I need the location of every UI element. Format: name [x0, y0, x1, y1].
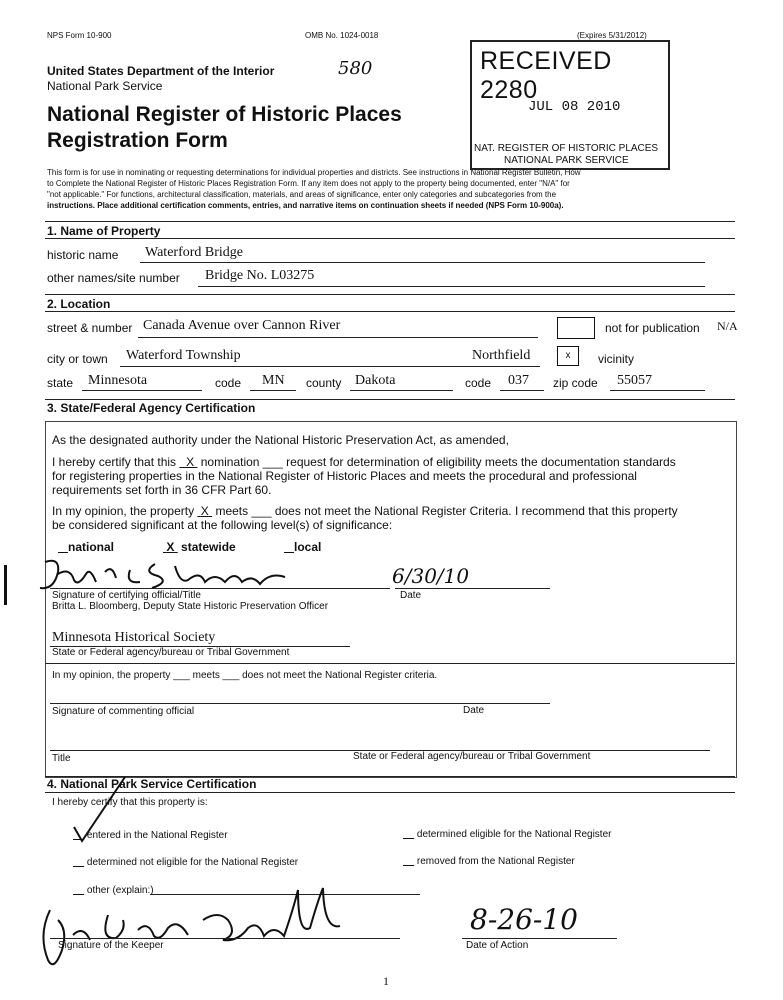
stamp-received: RECEIVED 2280 — [480, 47, 612, 104]
historic-name-value: Waterford Bridge — [145, 245, 243, 260]
instructions-line3: "not applicable." For functions, architectural classification, materials, and areas of significance, enter only categories and subcategories from the — [47, 190, 557, 199]
opinion-line1: In my opinion, the property X meets ___ does not meet the National Register Criteria. I recommend that this property — [52, 504, 678, 518]
county-label: county — [306, 376, 342, 390]
statewide-x: X — [166, 540, 175, 554]
level-national: national — [68, 540, 115, 554]
instructions-line2: to Complete the National Register of Historic Places Registration Form. If any item does not apply to the property being documented, enter "N/A" for — [47, 179, 570, 188]
instructions-line1: This form is for use in nominating or requesting determinations for individual properties and districts. See instructions in National Register Bulletin, How — [47, 168, 581, 177]
instructions — [47, 167, 737, 211]
level-statewide: X statewide — [166, 540, 236, 554]
vicinity-checkbox[interactable]: x — [557, 346, 579, 366]
page-number: 1 — [383, 974, 389, 988]
form-number: NPS Form 10-900 — [47, 31, 112, 40]
state-code-label: code — [215, 376, 242, 390]
certifying-date-hand: 6/30/10 — [392, 564, 470, 588]
certify-line2: for registering properties in the National Register of Historic Places and meets the procedural and professional — [52, 469, 637, 483]
county-code-value: 037 — [508, 373, 529, 388]
not-for-publication-value: N/A — [717, 319, 738, 333]
zip-label: zip code — [553, 376, 598, 390]
instructions-line4: instructions. Place additional certification comments, entries, and narrative items on continuation sheets if needed (NPS Form 10-900a). — [47, 201, 564, 210]
not-for-publication-checkbox[interactable] — [557, 317, 595, 339]
omb-number: OMB No. 1024-0018 — [305, 31, 379, 40]
agency-label: State or Federal agency/bureau or Tribal Government — [52, 647, 290, 658]
state-code-value: MN — [262, 373, 285, 388]
service: National Park Service — [47, 79, 163, 93]
form-title-line1: National Register of Historic Places — [47, 103, 402, 126]
action-date-hand: 8-26-10 — [470, 903, 578, 936]
opinion-line2: be considered significant at the following level(s) of significance: — [52, 518, 393, 532]
department: United States Department of the Interior — [47, 64, 275, 78]
comment-sig-label: Signature of commenting official — [52, 706, 195, 717]
street-value: Canada Avenue over Cannon River — [143, 318, 341, 333]
city-label: city or town — [47, 352, 108, 366]
street-label: street & number — [47, 321, 133, 335]
city-value: Waterford Township — [126, 348, 241, 363]
certifying-sig-label: Signature of certifying official/Title — [52, 590, 201, 601]
certify-line1: I hereby certify that this X nomination ___ request for determination of eligibility meets the documentation standards — [52, 455, 676, 469]
section4-title: 4. National Park Service Certification — [47, 777, 257, 791]
expiration: (Expires 5/31/2012) — [577, 31, 647, 40]
nps-certify-text: I hereby certify that this property is: — [52, 797, 208, 808]
county-value: Dakota — [355, 373, 396, 388]
agency-value: Minnesota Historical Society — [52, 630, 216, 645]
option-removed[interactable]: removed from the National Register — [416, 856, 575, 867]
section2-title: 2. Location — [47, 297, 111, 311]
keeper-signature — [28, 880, 358, 975]
stamp-line1: NAT. REGISTER OF HISTORIC PLACES — [474, 143, 659, 154]
section1-title: 1. Name of Property — [47, 224, 161, 238]
other-names-value: Bridge No. L03275 — [205, 268, 315, 283]
historic-name-label: historic name — [47, 248, 119, 262]
form-title-line2: Registration Form — [47, 129, 228, 152]
option-not-eligible[interactable]: determined not eligible for the National Register — [86, 857, 299, 868]
vicinity-place: Northfield — [472, 348, 531, 363]
level-local: local — [294, 540, 322, 554]
comment-opinion: In my opinion, the property ___ meets ___ does not meet the National Register criteria. — [52, 670, 438, 681]
stamp-date: JUL 08 2010 — [528, 99, 621, 115]
county-code-label: code — [465, 376, 492, 390]
vicinity-label: vicinity — [598, 352, 635, 366]
certify-line3: requirements set forth in 36 CFR Part 60. — [52, 483, 272, 497]
state-label: state — [47, 376, 74, 390]
margin-mark — [4, 565, 7, 605]
stamp-line2: NATIONAL PARK SERVICE — [504, 155, 629, 166]
section3-title: 3. State/Federal Agency Certification — [47, 401, 256, 415]
comment-title-label: Title — [52, 753, 71, 764]
option-entered[interactable]: entered in the National Register — [86, 830, 228, 841]
comment-agency-label: State or Federal agency/bureau or Tribal Government — [353, 751, 591, 762]
comment-date-label: Date — [463, 705, 485, 716]
received-stamp — [470, 40, 670, 170]
other-names-label: other names/site number — [47, 271, 180, 285]
handwritten-ref: 580 — [338, 58, 373, 79]
state-value: Minnesota — [88, 373, 148, 388]
option-eligible[interactable]: determined eligible for the National Register — [416, 829, 612, 840]
not-for-publication-label: not for publication — [605, 321, 700, 335]
zip-value: 55057 — [617, 373, 652, 388]
option-other[interactable]: other (explain:) — [86, 885, 154, 896]
certify-x: X — [186, 455, 195, 469]
keeper-sig-label: Signature of the Keeper — [58, 940, 164, 951]
authority-text: As the designated authority under the National Historic Preservation Act, as amended, — [52, 433, 509, 447]
official-name: Britta L. Bloomberg, Deputy State Historic Preservation Officer — [52, 601, 329, 612]
action-date-label: Date of Action — [466, 940, 529, 951]
certifying-date-label: Date — [400, 590, 422, 601]
opinion-x: X — [200, 504, 209, 518]
